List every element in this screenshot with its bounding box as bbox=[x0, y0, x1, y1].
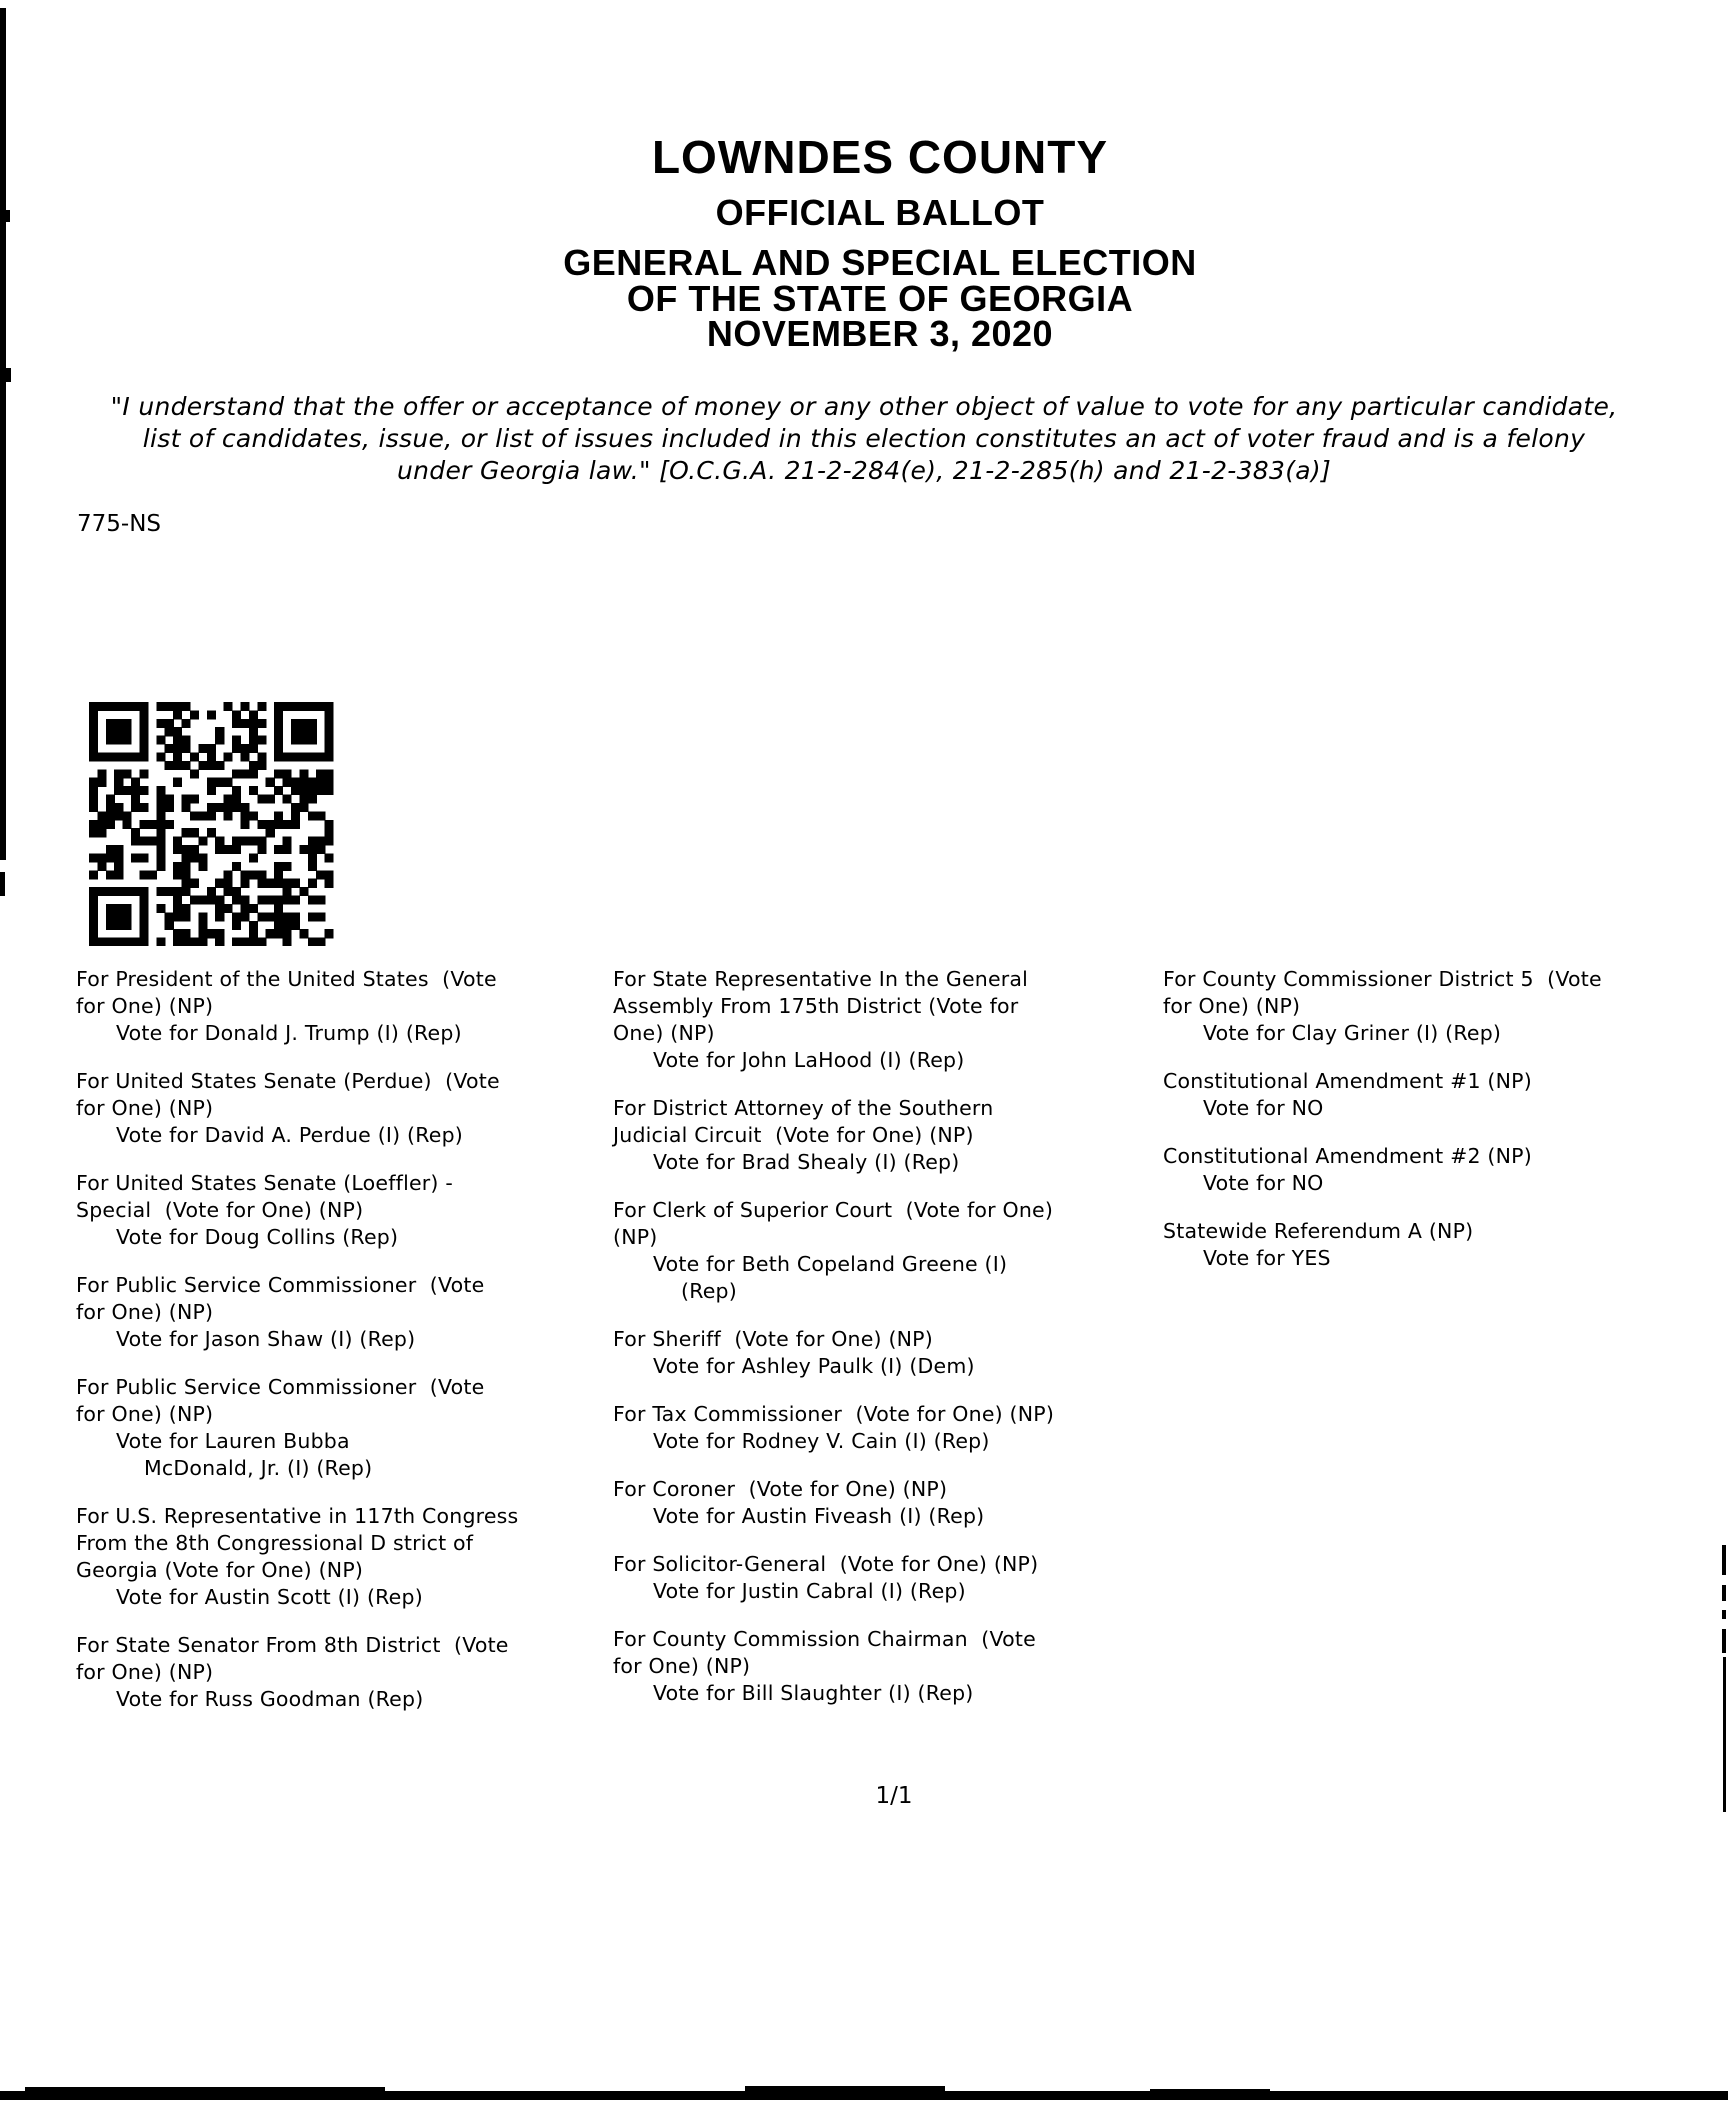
contest-title-line: for One) (NP) bbox=[1163, 994, 1301, 1018]
contest-block bbox=[613, 1326, 1093, 1380]
contest-title-line: for One) (NP) bbox=[76, 1300, 214, 1324]
contest-block bbox=[613, 1476, 1093, 1530]
vote-selection-line: (Rep) bbox=[681, 1279, 737, 1303]
vote-selection-line: Vote for YES bbox=[1203, 1246, 1331, 1270]
vote-selection-line: Vote for Donald J. Trump (I) (Rep) bbox=[116, 1021, 462, 1045]
vote-selection-line: Vote for John LaHood (I) (Rep) bbox=[653, 1048, 965, 1072]
disclaimer-line: under Georgia law." [O.C.G.A. 21-2-284(e), 21-2-285(h) and 21-2-383(a)] bbox=[397, 456, 1331, 485]
contest-block bbox=[76, 1272, 624, 1353]
contest-block bbox=[1163, 1143, 1728, 1197]
contest-title-line: For County Commission Chairman (Vote bbox=[613, 1627, 1036, 1651]
contest-title-line: For United States Senate (Loeffler) - bbox=[76, 1171, 453, 1195]
vote-selection-line: Vote for Austin Scott (I) (Rep) bbox=[116, 1585, 423, 1609]
disclaimer-line: list of candidates, issue, or list of issues included in this election constitutes an act of voter fraud and is a felony bbox=[142, 424, 1586, 453]
contest-title-line: for One) (NP) bbox=[76, 994, 214, 1018]
contest-block bbox=[1163, 966, 1728, 1047]
contest-title-line: For Public Service Commissioner (Vote bbox=[76, 1273, 485, 1297]
vote-selection-line: Vote for Russ Goodman (Rep) bbox=[116, 1687, 424, 1711]
contest-title-line: From the 8th Congressional D strict of bbox=[76, 1531, 474, 1555]
contest-block bbox=[76, 1374, 624, 1482]
contest-title-line: Statewide Referendum A (NP) bbox=[1163, 1219, 1474, 1243]
scan-artifact-right-line bbox=[1723, 1657, 1726, 1812]
scan-artifact-bottom-bar bbox=[1150, 2089, 1270, 2100]
vote-selection-line: Vote for Bill Slaughter (I) (Rep) bbox=[653, 1681, 974, 1705]
page-title-ballot: OFFICIAL BALLOT bbox=[715, 192, 1045, 233]
contest-block bbox=[613, 1095, 1093, 1176]
contest-title-line: For Clerk of Superior Court (Vote for One) bbox=[613, 1198, 1054, 1222]
election-title-line: OF THE STATE OF GEORGIA bbox=[626, 278, 1134, 319]
contest-column bbox=[613, 966, 1093, 1728]
scan-artifact-right-dash bbox=[1722, 1610, 1726, 1619]
contest-title-line: Judicial Circuit (Vote for One) (NP) bbox=[613, 1123, 974, 1147]
contest-block bbox=[613, 1197, 1093, 1305]
vote-selection-line: Vote for NO bbox=[1203, 1096, 1324, 1120]
qr-code-icon bbox=[72, 702, 350, 946]
scan-artifact-left-tick bbox=[0, 872, 5, 896]
vote-selection-line: Vote for Clay Griner (I) (Rep) bbox=[1203, 1021, 1502, 1045]
contest-column bbox=[76, 966, 624, 1734]
contest-block bbox=[613, 1401, 1093, 1455]
vote-selection-line: Vote for Lauren Bubba bbox=[116, 1429, 350, 1453]
disclaimer-line: "I understand that the offer or acceptance of money or any other object of value to vote for any particular candidate, bbox=[110, 392, 1618, 421]
scan-artifact-right-dash bbox=[1722, 1629, 1726, 1653]
contest-block bbox=[1163, 1068, 1728, 1122]
contest-title-line: for One) (NP) bbox=[76, 1660, 214, 1684]
scan-artifact-right-dash bbox=[1722, 1585, 1726, 1601]
contest-title-line: For State Senator From 8th District (Vote bbox=[76, 1633, 509, 1657]
page-title-county: LOWNDES COUNTY bbox=[651, 131, 1109, 183]
contest-block bbox=[76, 1632, 624, 1713]
precinct-code: 775-NS bbox=[77, 511, 162, 537]
vote-selection-line: Vote for Austin Fiveash (I) (Rep) bbox=[653, 1504, 985, 1528]
contest-block bbox=[1163, 1218, 1728, 1272]
ballot-qr-code bbox=[72, 702, 350, 946]
vote-selection-line: Vote for NO bbox=[1203, 1171, 1324, 1195]
contest-title-line: For County Commissioner District 5 (Vote bbox=[1163, 967, 1602, 991]
scan-artifact-bottom-bar bbox=[25, 2087, 385, 2100]
vote-selection-line: McDonald, Jr. (I) (Rep) bbox=[144, 1456, 373, 1480]
election-date-line: NOVEMBER 3, 2020 bbox=[706, 313, 1054, 354]
contest-block bbox=[76, 966, 624, 1047]
scan-artifact-left-tick bbox=[0, 368, 11, 382]
contest-title-line: For Tax Commissioner (Vote for One) (NP) bbox=[613, 1402, 1055, 1426]
contest-title-line: for One) (NP) bbox=[76, 1402, 214, 1426]
contest-title-line: For U.S. Representative in 117th Congress bbox=[76, 1504, 519, 1528]
vote-selection-line: Vote for Rodney V. Cain (I) (Rep) bbox=[653, 1429, 990, 1453]
contest-block bbox=[76, 1170, 624, 1251]
vote-selection-line: Vote for Beth Copeland Greene (I) bbox=[653, 1252, 1008, 1276]
contest-title-line: For Public Service Commissioner (Vote bbox=[76, 1375, 485, 1399]
contest-title-line: For District Attorney of the Southern bbox=[613, 1096, 994, 1120]
scan-artifact-right-dash bbox=[1722, 1545, 1726, 1575]
contest-column bbox=[1163, 966, 1728, 1293]
vote-selection-line: Vote for Doug Collins (Rep) bbox=[116, 1225, 399, 1249]
contest-block bbox=[613, 1551, 1093, 1605]
contest-title-line: For Sheriff (Vote for One) (NP) bbox=[613, 1327, 933, 1351]
vote-selection-line: Vote for David A. Perdue (I) (Rep) bbox=[116, 1123, 463, 1147]
contest-title-line: for One) (NP) bbox=[613, 1654, 751, 1678]
contest-title-line: Special (Vote for One) (NP) bbox=[76, 1198, 364, 1222]
vote-selection-line: Vote for Justin Cabral (I) (Rep) bbox=[653, 1579, 966, 1603]
contest-block bbox=[613, 1626, 1093, 1707]
contest-title-line: Assembly From 175th District (Vote for bbox=[613, 994, 1019, 1018]
contest-title-line: One) (NP) bbox=[613, 1021, 715, 1045]
scan-artifact-left-line bbox=[0, 8, 6, 860]
contest-title-line: for One) (NP) bbox=[76, 1096, 214, 1120]
contest-title-line: For Solicitor-General (Vote for One) (NP) bbox=[613, 1552, 1039, 1576]
contest-title-line: Constitutional Amendment #2 (NP) bbox=[1163, 1144, 1532, 1168]
vote-selection-line: Vote for Brad Shealy (I) (Rep) bbox=[653, 1150, 960, 1174]
scan-artifact-bottom-bar bbox=[745, 2086, 945, 2100]
contest-title-line: For United States Senate (Perdue) (Vote bbox=[76, 1069, 500, 1093]
contest-title-line: Constitutional Amendment #1 (NP) bbox=[1163, 1069, 1532, 1093]
contest-title-line: For President of the United States (Vote bbox=[76, 967, 497, 991]
contest-block bbox=[76, 1503, 624, 1611]
election-title-line: GENERAL AND SPECIAL ELECTION bbox=[563, 242, 1197, 283]
scan-artifact-left-tick bbox=[0, 210, 10, 222]
contest-title-line: (NP) bbox=[613, 1225, 658, 1249]
contest-title-line: For Coroner (Vote for One) (NP) bbox=[613, 1477, 948, 1501]
contest-block bbox=[613, 966, 1093, 1074]
contest-title-line: Georgia (Vote for One) (NP) bbox=[76, 1558, 364, 1582]
contest-block bbox=[76, 1068, 624, 1149]
vote-selection-line: Vote for Ashley Paulk (I) (Dem) bbox=[653, 1354, 975, 1378]
page-number: 1/1 bbox=[875, 1783, 913, 1809]
contest-title-line: For State Representative In the General bbox=[613, 967, 1029, 991]
vote-selection-line: Vote for Jason Shaw (I) (Rep) bbox=[116, 1327, 416, 1351]
